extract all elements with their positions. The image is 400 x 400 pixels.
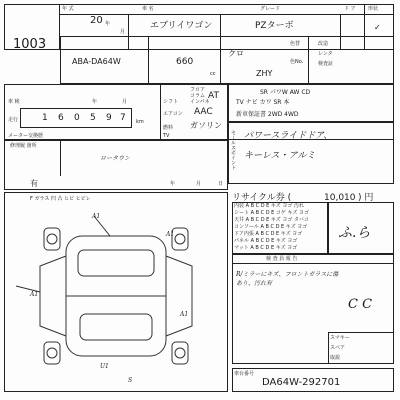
- distance-digit-5: 9: [106, 113, 112, 123]
- col-doors-label: ド ア: [344, 6, 356, 12]
- repair-flag: 有: [30, 179, 38, 188]
- distance-digit-6: 7: [120, 113, 126, 123]
- equipment-row-3: 新車保証書 2WD 4WD: [236, 111, 299, 118]
- inspector-header-line: [232, 263, 394, 264]
- col-grade-label: グレード: [260, 6, 281, 12]
- door-check-mark: ✓: [374, 23, 381, 32]
- disp-divider: [220, 36, 221, 84]
- equipment-row-2: TV ナビ カワ SR 本: [236, 99, 290, 106]
- label-modify: 改造: [318, 41, 329, 47]
- model-code: ABA-DA64W: [72, 57, 121, 66]
- insp-month-unit: 月: [122, 99, 128, 105]
- label-meter: メーター交換歴: [8, 133, 44, 139]
- interior-row-7: マット A B C D E キズ ヨゴ: [234, 245, 298, 251]
- repair-year-unit: 年: [170, 181, 176, 187]
- score-mark-2: C C: [348, 297, 373, 312]
- shift-inpane: インパネ: [190, 99, 210, 105]
- label-shift: シフト: [163, 99, 179, 105]
- interior-row-1: 内装 A B C D E キズ ヨゴ 汚れ: [234, 203, 304, 209]
- year-value: 20: [90, 15, 103, 26]
- distance-digit-2: 6: [58, 113, 64, 123]
- lot-number: 1003: [13, 37, 47, 52]
- label-inspection: 車 検: [8, 99, 20, 105]
- color-value: クロ: [228, 49, 244, 58]
- color-divider: [308, 36, 309, 84]
- year-unit: 年: [105, 21, 111, 27]
- cc-unit: cc: [210, 71, 216, 77]
- interior-row-4: コンソール A B C D E キズ ヨゴ: [234, 224, 308, 230]
- damage-mark-2: A1: [166, 231, 175, 238]
- distance-digit-1: 1: [42, 113, 48, 123]
- distance-digit-3: 0: [74, 113, 80, 123]
- inspector-note: R/ミラーにキズ、フロントガラスに傷あり、汚れ有: [236, 271, 339, 287]
- equipment-row-1: SR パワW AW CD: [260, 89, 311, 96]
- repair-divider: [60, 140, 61, 176]
- shift-value: AT: [208, 91, 219, 101]
- label-color-no: 色No.: [290, 59, 304, 65]
- model-divider: [148, 36, 149, 84]
- repair-day-unit: 日: [218, 181, 224, 187]
- displacement: 660: [176, 57, 194, 67]
- header-underline: [60, 14, 394, 15]
- fuel-value: ガソリン: [190, 121, 222, 130]
- label-tv: TV: [163, 133, 170, 139]
- recycle-unit: ) 円: [358, 193, 374, 203]
- label-key: スマキー: [330, 335, 350, 341]
- damage-mark-1: A1: [92, 213, 101, 220]
- damage-mark-4: A1: [180, 311, 189, 318]
- damage-mark-6: S: [128, 377, 133, 384]
- label-rental: レンタ: [318, 51, 333, 57]
- color-code: ZHY: [256, 69, 273, 78]
- label-ac: エアコン: [163, 111, 183, 117]
- label-spare: スペア: [330, 345, 346, 351]
- repair-note: ロータウン: [100, 155, 131, 162]
- shift-floor: フロア: [190, 87, 206, 93]
- col-name-label: 車 名: [142, 6, 154, 12]
- interior-row-6: パネル A B C D E キズ ヨゴ: [234, 238, 298, 244]
- insp-year-unit: 年: [92, 99, 98, 105]
- label-manual: 取説: [330, 355, 341, 361]
- car-name: エブリイワゴン: [150, 21, 213, 31]
- interior-row-5: ドア内張 A B C D E キズ ヨゴ: [234, 231, 303, 237]
- diagram-header: F ガラス 凹 凸 ヒビ ヒビレ: [30, 196, 91, 202]
- interior-rows: [234, 204, 328, 253]
- label-fuel: 燃料: [163, 125, 174, 131]
- damage-mark-3: A1: [30, 291, 39, 298]
- label-distance: 走行: [8, 117, 19, 123]
- repair-month-unit: 月: [196, 181, 202, 187]
- grade-value: PZターボ: [255, 21, 294, 31]
- month-unit: 月: [120, 29, 126, 35]
- label-chassis: 車台番号: [234, 371, 255, 377]
- label-color: 色替: [290, 41, 301, 47]
- score-mark: ふ.ら: [338, 225, 371, 241]
- chassis-number: DA64W-292701: [262, 377, 341, 388]
- repair-header: 修理履 箇所: [10, 143, 37, 149]
- label-check: 検査証: [318, 61, 334, 67]
- damage-mark-5: U1: [100, 363, 109, 370]
- sales-point-line-2: キーレス・アルミ: [244, 151, 316, 161]
- ac-value: AAC: [194, 107, 213, 117]
- interior-row-3: 天井 A B C D E キズ ヨゴ タバコ: [234, 217, 309, 223]
- recycle-label: リサイクル券 (: [232, 193, 292, 203]
- recycle-amount: 10,010: [324, 193, 356, 203]
- sales-points-label: セールスポイント: [230, 130, 236, 170]
- inspector-header: 検 査 員 報 告: [266, 256, 298, 262]
- col-shape-label: 形状: [368, 6, 379, 12]
- shift-column: コラム: [190, 93, 205, 99]
- distance-digit-4: 5: [90, 113, 96, 123]
- col-year-label: 年 式: [62, 6, 74, 12]
- distance-unit: km: [136, 119, 144, 125]
- interior-row-2: シート A B C D E コゲ キズ ヨゴ: [234, 210, 309, 216]
- sales-point-line-1: パワースライドドア、: [244, 131, 333, 141]
